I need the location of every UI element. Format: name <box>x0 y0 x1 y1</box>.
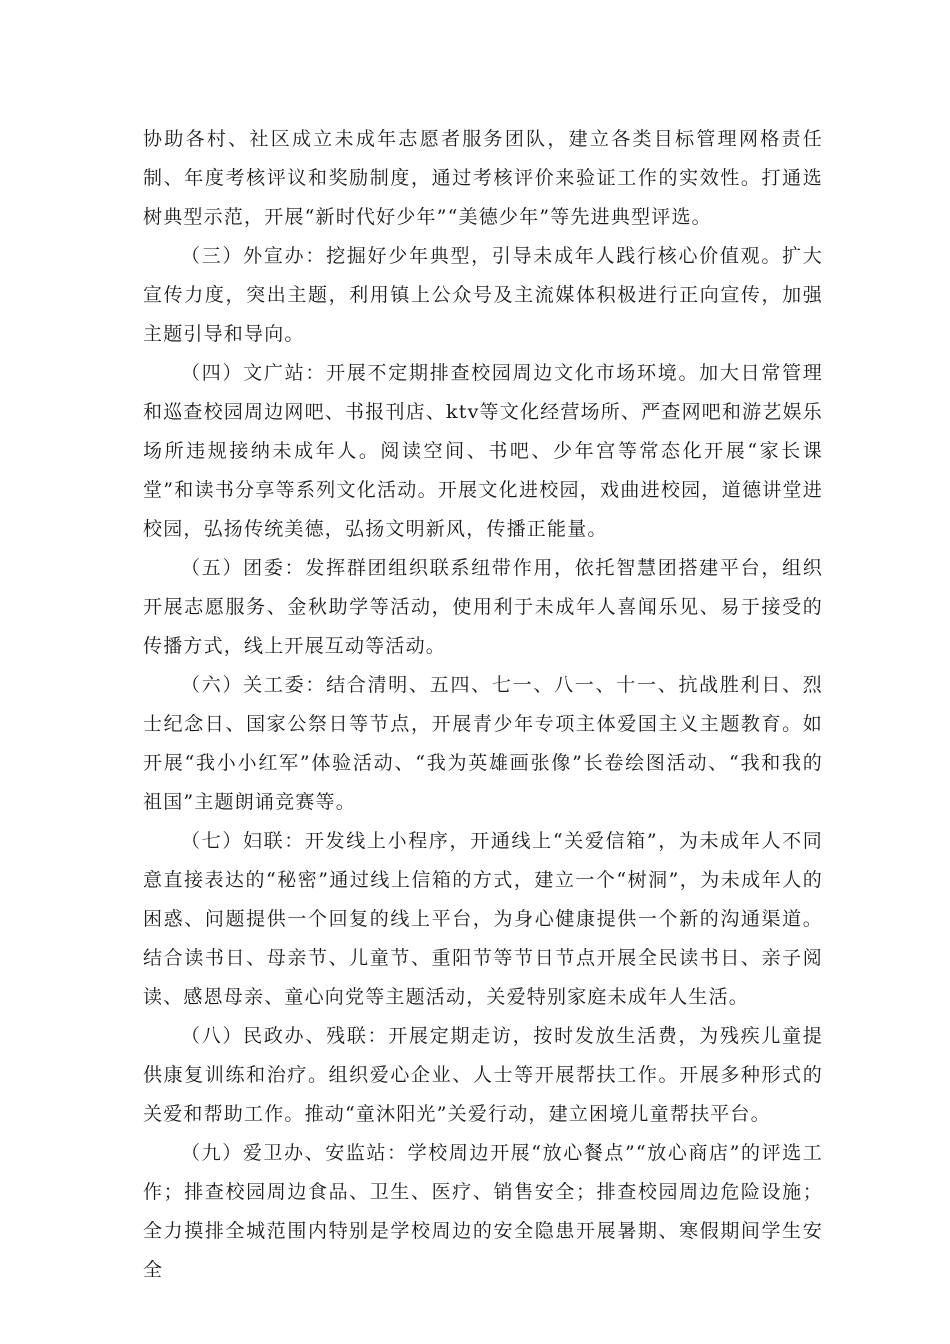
paragraph-guangongwei: （六）关工委：结合清明、五四、七一、八一、十一、抗战胜利日、烈士纪念日、国家公祭日等节点，开展青少年专项主体爱国主义主题教育。如开展“我小小红军”体验活动、“我为英雄画张像”长卷绘图活动、“我和我的祖国”主题朗诵竞赛等。 <box>143 674 823 813</box>
paragraph-aiweiban: （九）爱卫办、安监站：学校周边开展“放心餐点”“放心商店”的评选工作；排查校园周边食品、卫生、医疗、销售安全；排查校园周边危险设施；全力摸排全城范围内特别是学校周边的安全隐患开展暑期、寒假期间学生安全 <box>143 1142 823 1281</box>
paragraph-minzhengban: （八）民政办、残联：开展定期走访，按时发放生活费，为残疾儿童提供康复训练和治疗。组织爱心企业、人士等开展帮扶工作。开展多种形式的关爱和帮助工作。推动“童沐阳光”关爱行动，建立困境儿童帮扶平台。 <box>143 1025 823 1125</box>
paragraph-tuanwei: （五）团委：发挥群团组织联系纽带作用，依托智慧团搭建平台，组织开展志愿服务、金秋助学等活动，使用利于未成年人喜闻乐见、易于接受的传播方式，线上开展互动等活动。 <box>143 557 823 657</box>
paragraph-continuation: 协助各村、社区成立未成年志愿者服务团队，建立各类目标管理网格责任制、年度考核评议和奖励制度，通过考核评价来验证工作的实效性。打通选树典型示范，开展“新时代好少年”“美德少年”等先进典型评选。 <box>143 128 823 228</box>
paragraph-fulian: （七）妇联：开发线上小程序，开通线上“关爱信箱”，为未成年人不同意直接表达的“秘密”通过线上信箱的方式，建立一个“树洞”，为未成年人的困惑、问题提供一个回复的线上平台，为身心健康提供一个新的沟通渠道。结合读书日、母亲节、儿童节、重阳节等节日节点开展全民读书日、亲子阅读、感恩母亲、童心向党等主题活动，关爱特别家庭未成年人生活。 <box>143 830 823 1008</box>
paragraph-wenguangzhan: （四）文广站：开展不定期排查校园周边文化市场环境。加大日常管理和巡查校园周边网吧、书报刊店、ktv等文化经营场所、严查网吧和游艺娱乐场所违规接纳未成年人。阅读空间、书吧、少年宫等常态化开展“家长课堂”和读书分享等系列文化活动。开展文化进校园，戏曲进校园，道德讲堂进校园，弘扬传统美德，弘扬文明新风，传播正能量。 <box>143 362 823 540</box>
document-body <box>143 120 823 1290</box>
paragraph-waixuanban: （三）外宣办：挖掘好少年典型，引导未成年人践行核心价值观。扩大宣传力度，突出主题，利用镇上公众号及主流媒体积极进行正向宣传，加强主题引导和导向。 <box>143 245 823 345</box>
